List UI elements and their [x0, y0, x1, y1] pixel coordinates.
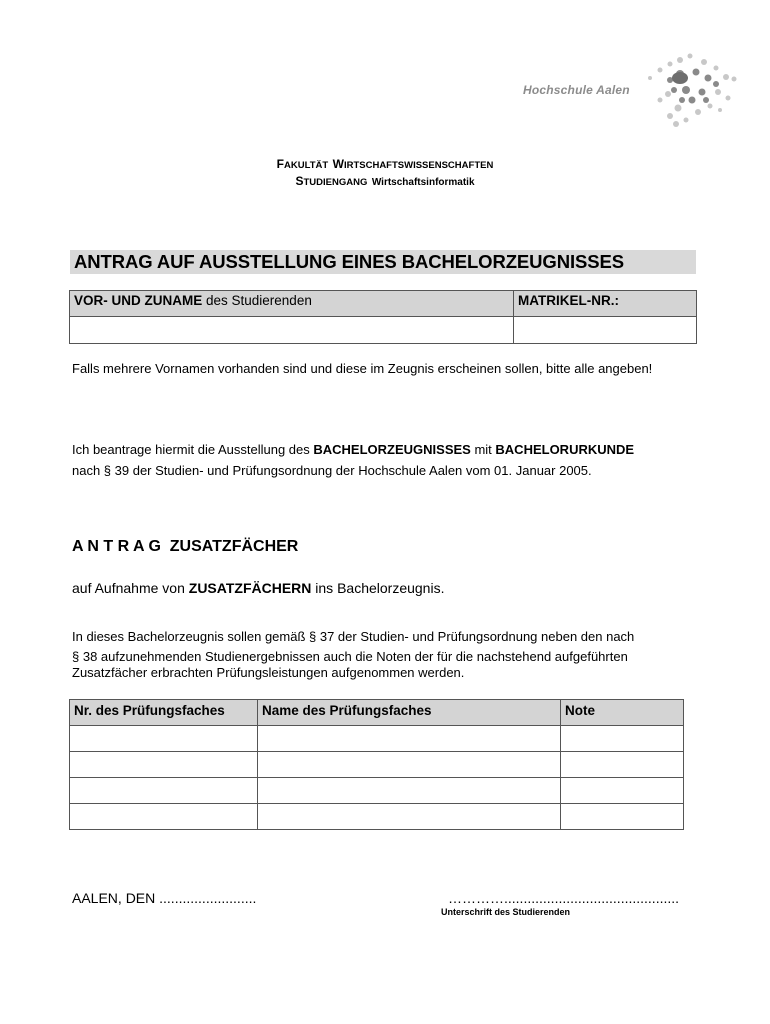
program-rest: TUDIENGANG [303, 177, 368, 188]
faculty-line [0, 155, 770, 173]
page-title: ANTRAG AUF AUSSTELLUNG EINES BACHELORZEUGNISSES [74, 251, 624, 272]
request-line2: nach § 39 der Studien- und Prüfungsordnung der Hochschule Aalen vom 01. Januar 2005. [72, 463, 592, 478]
student-info-table [69, 290, 697, 344]
request-part2: mit [470, 442, 496, 457]
info-line1: In dieses Bachelorzeugnis sollen gemäß § 37 der Studien- und Prüfungsordnung neben den nach [72, 629, 635, 644]
subject-name-field[interactable] [258, 804, 561, 830]
nr-field[interactable] [70, 726, 258, 752]
university-logo [520, 50, 750, 135]
grade-field[interactable] [561, 726, 684, 752]
request-part1: Ich beantrage hiermit die Ausstellung des [72, 442, 314, 457]
info-line2: § 38 aufzunehmenden Studienergebnissen auch die Noten der für die nachstehend aufgeführten [72, 649, 628, 664]
subtitle-part1: auf Aufnahme von [72, 580, 189, 596]
program-name: Wirtschaftsinformatik [371, 177, 475, 188]
logo-text: Hochschule Aalen [523, 83, 630, 97]
table-row [70, 726, 684, 752]
faculty-rest-1: AKULTÄT [284, 160, 329, 171]
request-bold2: BACHELORURKUNDE [495, 442, 635, 457]
signature-label: Unterschrift des Studierenden [441, 907, 571, 917]
grade-field[interactable] [561, 752, 684, 778]
program-line [0, 172, 770, 190]
subject-name-field[interactable] [258, 778, 561, 804]
request-bold1: BACHELORZEUGNISSES [313, 442, 471, 457]
name-header-bold: VOR- UND ZUNAME [74, 293, 203, 308]
signature-line[interactable]: …………............................................. [448, 890, 680, 906]
section-subtitle [72, 580, 444, 596]
faculty-rest-2: IRTSCHAFTSWISSENSCHAFTEN [343, 160, 494, 171]
subtitle-part2: ins Bachelorzeugnis. [311, 580, 445, 596]
name-header-rest: des Studierenden [202, 293, 312, 308]
place-date-field[interactable]: AALEN, DEN ......................... [72, 890, 257, 906]
request-statement [72, 439, 712, 481]
info-paragraph [72, 629, 712, 681]
subjects-table [69, 699, 684, 830]
matrikel-header-cell: MATRIKEL-NR.: [514, 291, 697, 317]
table-row [70, 778, 684, 804]
col-header-name: Name des Prüfungsfaches [258, 700, 561, 726]
first-names-note: Falls mehrere Vornamen vorhanden sind und diese im Zeugnis erscheinen sollen, bitte alle angeben! [72, 361, 653, 376]
nr-field[interactable] [70, 804, 258, 830]
section-heading-word: ZUSATZFÄCHER [169, 538, 299, 555]
info-line3: Zusatzfächer erbrachten Prüfungsleistungen aufgenommen werden. [72, 665, 465, 680]
subject-name-field[interactable] [258, 726, 561, 752]
grade-field[interactable] [561, 804, 684, 830]
grade-field[interactable] [561, 778, 684, 804]
subtitle-bold: ZUSATZFÄCHERN [188, 580, 312, 596]
nr-field[interactable] [70, 778, 258, 804]
nr-field[interactable] [70, 752, 258, 778]
col-header-nr: Nr. des Prüfungsfaches [70, 700, 258, 726]
col-header-note: Note [561, 700, 684, 726]
program-cap: S [295, 174, 304, 188]
faculty-cap-2: W [332, 157, 344, 171]
table-row [70, 752, 684, 778]
subject-name-field[interactable] [258, 752, 561, 778]
section-heading [72, 538, 298, 556]
matrikel-field[interactable] [514, 317, 697, 344]
faculty-cap-1: F [276, 157, 285, 171]
table-row [70, 804, 684, 830]
name-header-cell [70, 291, 514, 317]
section-heading-spaced: A N T R A G [72, 538, 161, 555]
name-field[interactable] [70, 317, 514, 344]
